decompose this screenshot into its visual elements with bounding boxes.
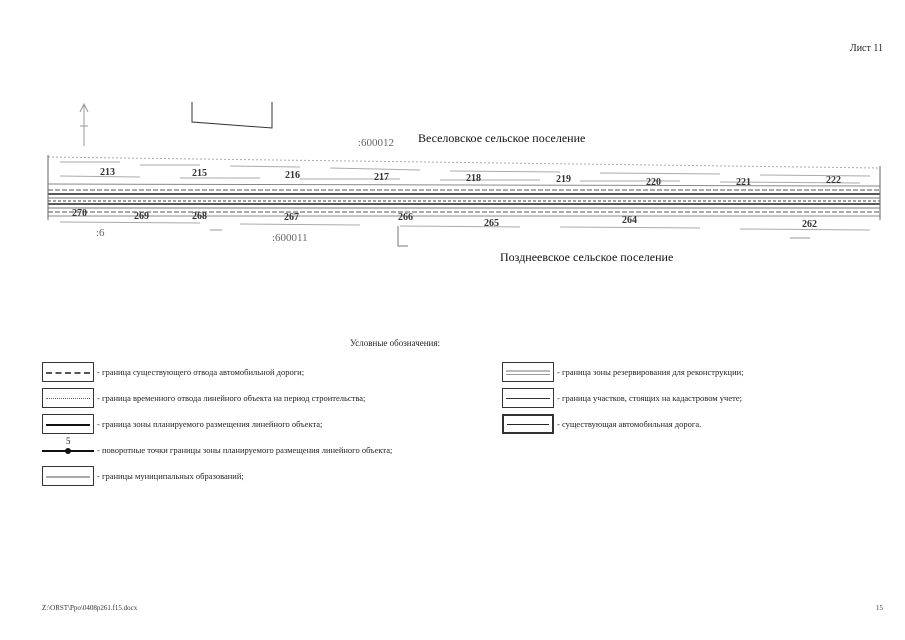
point-label: 268 xyxy=(192,211,207,222)
sheet-label: Лист 11 xyxy=(849,43,883,54)
point-label: 218 xyxy=(466,173,481,184)
legend-label: - существующая автомобильная дорога. xyxy=(557,419,702,429)
point-label: 222 xyxy=(826,175,841,186)
legend-label: - граница участков, стоящих на кадастровом учете; xyxy=(557,393,742,403)
point-label: 220 xyxy=(646,177,661,188)
turning-point-symbol-icon xyxy=(42,436,94,460)
legend-label: - поворотные точки границы зоны планируемого размещения линейного объекта; xyxy=(97,445,393,455)
point-label: 217 xyxy=(374,172,389,183)
point-label: 270 xyxy=(72,208,87,219)
page-number: 15 xyxy=(876,604,883,612)
cadastral-left-label: :6 xyxy=(96,227,105,239)
legend-item xyxy=(42,388,365,408)
cadastral-north-label: :600012 xyxy=(358,137,395,149)
legend-item xyxy=(502,388,742,408)
municipal-boundary-symbol-icon xyxy=(42,466,94,486)
cadastral-parcel-symbol-icon xyxy=(502,388,554,408)
point-label: 216 xyxy=(285,170,300,181)
legend-item xyxy=(502,414,701,434)
planned-zone-symbol-icon xyxy=(42,414,94,434)
point-label: 266 xyxy=(398,212,413,223)
settlement-south-label: Позднеевское сельское поселение xyxy=(500,250,674,264)
north-arrow-icon xyxy=(80,104,88,146)
legend-label: - граница существующего отвода автомобильной дороги; xyxy=(97,367,305,377)
legend-label: - граница зоны резервирования для реконструкции; xyxy=(557,367,744,377)
legend-label: - граница временного отвода линейного объекта на период строительства; xyxy=(97,393,366,403)
turning-point-marker-label: 5 xyxy=(66,436,71,446)
existing-allotment-symbol-icon xyxy=(42,362,94,382)
legend-label: - граница зоны планируемого размещения линейного объекта; xyxy=(97,419,323,429)
point-label: 221 xyxy=(736,177,751,188)
existing-road-symbol-icon xyxy=(502,414,554,434)
legend-item xyxy=(42,436,393,460)
point-label: 213 xyxy=(100,167,115,178)
legend-label: - границы муниципальных образований; xyxy=(97,471,244,481)
point-label: 265 xyxy=(484,218,499,229)
legend-item xyxy=(42,466,244,486)
point-label: 267 xyxy=(284,212,299,223)
legend-item xyxy=(42,362,304,382)
temporary-allotment-symbol-icon xyxy=(42,388,94,408)
reservation-zone-symbol-icon xyxy=(502,362,554,382)
legend-item xyxy=(502,362,744,382)
point-label: 269 xyxy=(134,211,149,222)
point-label: 264 xyxy=(622,215,637,226)
legend-item xyxy=(42,414,322,434)
settlement-north-label: Веселовское сельское поселение xyxy=(418,131,586,145)
point-label: 219 xyxy=(556,174,571,185)
legend-title: Условные обозначения: xyxy=(350,338,441,348)
point-label: 262 xyxy=(802,219,817,230)
cadastral-south-label: :600011 xyxy=(272,232,308,244)
point-label: 215 xyxy=(192,168,207,179)
file-path: Z:\ORST\Ppo\0408p261.f15.docx xyxy=(42,604,138,612)
